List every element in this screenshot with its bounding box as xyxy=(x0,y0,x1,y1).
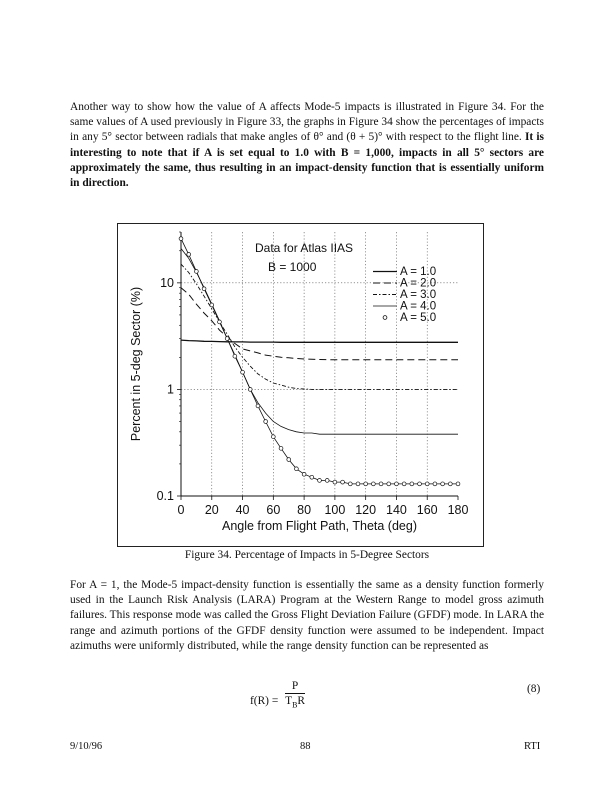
figure-caption: Figure 34. Percentage of Impacts in 5-Degree Sectors xyxy=(184,549,430,561)
legend-label: A = 5.0 xyxy=(400,312,437,324)
data-point xyxy=(210,303,214,307)
data-point xyxy=(318,479,322,483)
body-paragraph: For A = 1, the Mode-5 impact-density function is essentially the same as a density function formerly used in the Launch Risk Analysis (LARA) Program at the Western Range to model gross azimuth failures. This response mode was called the Gross Flight Deviation Failure (GFDF) mode. In LARA the range and azimuth portions of the GFDF density function were assumed to be independent. Impact azimuths were uniformly distributed, while the range density function can be represented as xyxy=(70,579,544,652)
series-line-1 xyxy=(181,340,458,342)
y-tick-label: 1 xyxy=(167,382,174,397)
data-point xyxy=(341,480,345,484)
intro-bold-text: It is interesting to note that if A is set equal to 1.0 with B = 1,000, impacts in all 5° sectors are approximately the same, thus resulting in an impact-density function that is essentially uniform in direction. xyxy=(70,131,544,190)
page-number: 88 xyxy=(300,741,311,752)
legend-label: A = 4.0 xyxy=(400,300,437,313)
data-point xyxy=(187,252,191,256)
footer-org: RTI xyxy=(524,741,541,752)
equation-numerator: P xyxy=(285,680,305,694)
intro-paragraph xyxy=(70,100,544,191)
denominator-t: T xyxy=(285,695,293,707)
impact-chart xyxy=(118,224,483,546)
x-tick-label: 80 xyxy=(297,503,312,517)
data-point xyxy=(295,467,299,471)
x-tick-label: 0 xyxy=(177,503,185,517)
data-point xyxy=(202,287,206,291)
footer-date: 9/10/96 xyxy=(70,741,103,752)
data-point xyxy=(241,370,245,374)
data-point xyxy=(371,482,375,486)
data-point xyxy=(387,482,391,486)
data-point xyxy=(302,472,306,476)
data-point xyxy=(379,482,383,486)
data-point xyxy=(418,482,422,486)
data-point xyxy=(256,404,260,408)
equation-8 xyxy=(250,680,305,712)
y-axis-label: Percent in 5-deg Sector (%) xyxy=(129,286,143,442)
data-point xyxy=(410,482,414,486)
x-tick-label: 140 xyxy=(386,503,407,517)
legend-label: A = 2.0 xyxy=(400,277,437,290)
intro-text: Another way to show how the value of A affects Mode-5 impacts is illustrated in Figure 34. For the same values of A used previously in Figure 33, the graphs in Figure 34 show the percentages of impacts in any 5° sector between radials that make angles of θ° and (θ + 5)° with respect to the flight line. xyxy=(70,101,544,144)
x-tick-label: 180 xyxy=(447,503,469,517)
data-point xyxy=(279,446,283,450)
x-tick-label: 40 xyxy=(235,503,250,517)
data-point xyxy=(333,480,337,484)
data-point xyxy=(264,420,268,424)
data-point xyxy=(248,388,252,392)
x-tick-label: 160 xyxy=(416,503,438,517)
y-tick-label: 0.1 xyxy=(156,489,174,503)
x-tick-label: 100 xyxy=(324,503,346,517)
x-tick-label: 20 xyxy=(204,503,219,517)
x-tick-label: 120 xyxy=(355,503,377,517)
data-point xyxy=(218,320,222,324)
data-point xyxy=(364,482,368,486)
data-point xyxy=(310,475,314,479)
data-point xyxy=(179,237,183,241)
x-tick-label: 60 xyxy=(266,503,281,517)
data-point xyxy=(402,482,406,486)
data-point xyxy=(425,482,429,486)
data-point xyxy=(271,435,275,439)
data-point xyxy=(287,458,291,462)
y-tick-label: 10 xyxy=(160,275,174,290)
data-point xyxy=(456,482,460,486)
chart-annotation-param: B = 1000 xyxy=(268,260,317,274)
data-point xyxy=(448,482,452,486)
denominator-r: R xyxy=(297,695,306,707)
legend-label: A = 3.0 xyxy=(400,289,437,301)
equation-denominator xyxy=(285,694,305,712)
data-point xyxy=(194,270,198,274)
data-point xyxy=(356,482,360,486)
data-point xyxy=(395,482,399,486)
equation-fraction xyxy=(285,680,305,712)
data-point xyxy=(325,479,329,483)
denominator-sub: B xyxy=(292,700,298,710)
legend-marker xyxy=(383,316,387,320)
data-point xyxy=(441,482,445,486)
x-axis-label: Angle from Flight Path, Theta (deg) xyxy=(221,519,418,533)
equation-number: (8) xyxy=(527,683,541,695)
equation-lhs: f(R) = xyxy=(250,694,279,707)
figure-34 xyxy=(117,223,484,547)
data-point xyxy=(233,354,237,358)
chart-annotation-title: Data for Atlas IIAS xyxy=(255,241,354,255)
data-point xyxy=(348,482,352,486)
data-point xyxy=(433,482,437,486)
legend-label: A = 1.0 xyxy=(400,266,437,278)
data-point xyxy=(225,337,229,341)
